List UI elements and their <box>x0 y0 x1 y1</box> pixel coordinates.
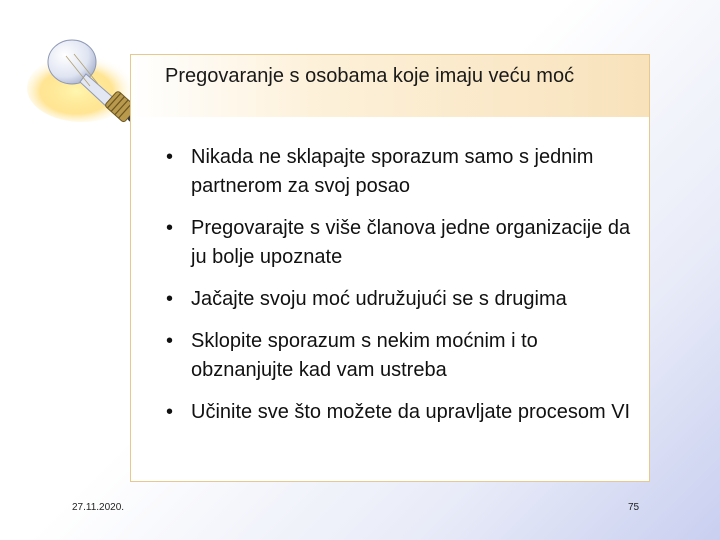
bullet-text: Jačajte svoju moć udružujući se s drugima <box>191 288 567 310</box>
bullet-text: Učinite sve što možete da upravljate procesom VI <box>191 401 631 423</box>
bullet-marker: • <box>166 217 174 239</box>
bullet-item <box>161 398 631 427</box>
bullet-item <box>161 214 631 272</box>
title-band <box>131 55 649 117</box>
bullet-list <box>161 143 631 440</box>
slide-title: Pregovaranje s osobama koje imaju veću moć <box>165 65 575 87</box>
content-panel <box>130 54 650 482</box>
bullet-text: Sklopite sporazum s nekim moćnim i to obznanjujte kad vam ustreba <box>191 330 538 381</box>
bullet-item <box>161 285 631 314</box>
bullet-item <box>161 327 631 385</box>
bullet-marker: • <box>166 401 174 423</box>
bullet-marker: • <box>166 330 174 352</box>
bullet-marker: • <box>166 146 174 168</box>
bullet-marker: • <box>166 288 174 310</box>
footer-date: 27.11.2020. <box>72 502 125 513</box>
bullet-item <box>161 143 631 201</box>
page-number: 75 <box>628 502 640 513</box>
bullet-text: Pregovarajte s više članova jedne organizacije da ju bolje upoznate <box>191 217 631 268</box>
bullet-text: Nikada ne sklapajte sporazum samo s jednim partnerom za svoj posao <box>191 146 594 197</box>
